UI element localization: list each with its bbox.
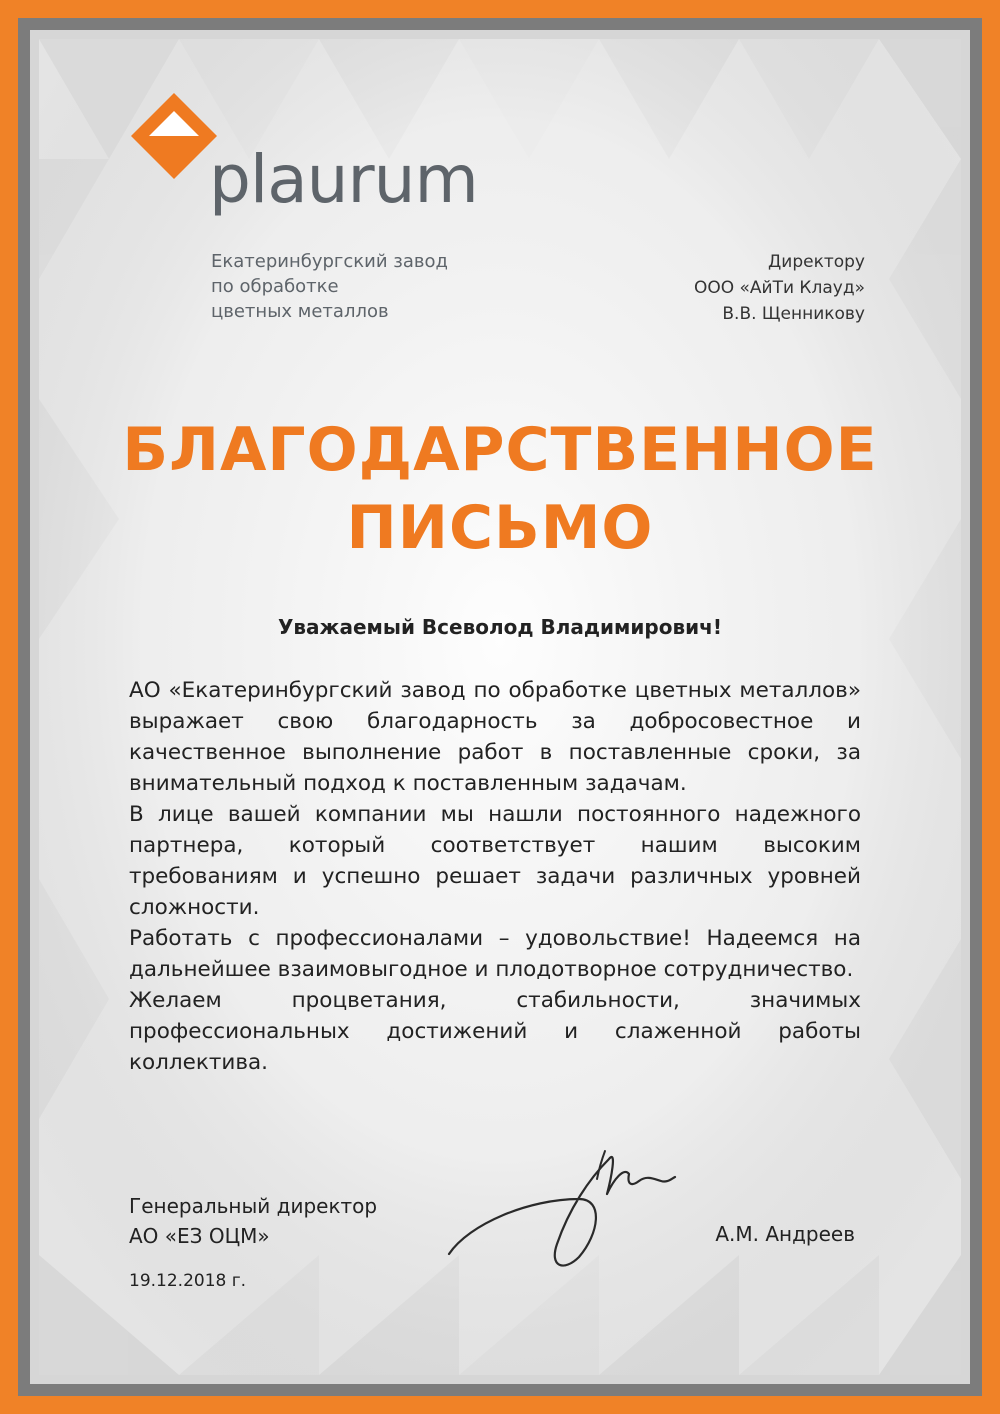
signer-title: Генеральный директор (129, 1194, 378, 1218)
company-line: цветных металлов (211, 301, 389, 322)
company-name (211, 249, 448, 324)
signer-name: А.М. Андреев (715, 1222, 855, 1246)
signer-company: АО «ЕЗ ОЦМ» (129, 1224, 270, 1248)
brand-name: plaurum (209, 141, 478, 218)
letter-content (39, 39, 961, 1375)
addressee-block (694, 249, 865, 327)
greeting: Уважаемый Всеволод Владимирович! (277, 615, 722, 639)
addressee-line: В.В. Щенникову (722, 304, 865, 324)
company-line: по обработке (211, 276, 339, 297)
plaurum-logo-icon (129, 91, 219, 181)
body-paragraph: АО «Екатеринбургский завод по обработке цветных металлов» выражает свою благодарность за добросовестное и качественное выполнение работ в поставленные сроки, за внимательный подход к поставленным задачам. (129, 678, 861, 796)
body-paragraph: Желаем процветания, стабильности, значимых профессиональных достижений и слаженной работы коллектива. (129, 988, 861, 1075)
body-paragraph: В лице вашей компании мы нашли постоянного надежного партнера, который соответствует нашим высоким требованиям и успешно решает задачи различных уровней сложности. (129, 802, 861, 920)
addressee-line: Директору (767, 252, 865, 272)
letter-date: 19.12.2018 г. (129, 1271, 247, 1291)
letter-sheet (39, 39, 961, 1375)
letter-body (129, 675, 861, 1078)
body-paragraph: Работать с профессионалами – удовольствие! Надеемся на дальнейшее взаимовыгодное и плодотворное сотрудничество. (129, 926, 861, 982)
company-line: Екатеринбургский завод (211, 251, 448, 272)
title-line-2: ПИСЬМО (346, 493, 654, 563)
addressee-line: ООО «АйТи Клауд» (693, 278, 865, 298)
letter-title (39, 411, 961, 567)
handwritten-signature (439, 1139, 679, 1274)
signer-position (129, 1191, 377, 1251)
title-line-1: БЛАГОДАРСТВЕННОЕ (122, 415, 878, 485)
